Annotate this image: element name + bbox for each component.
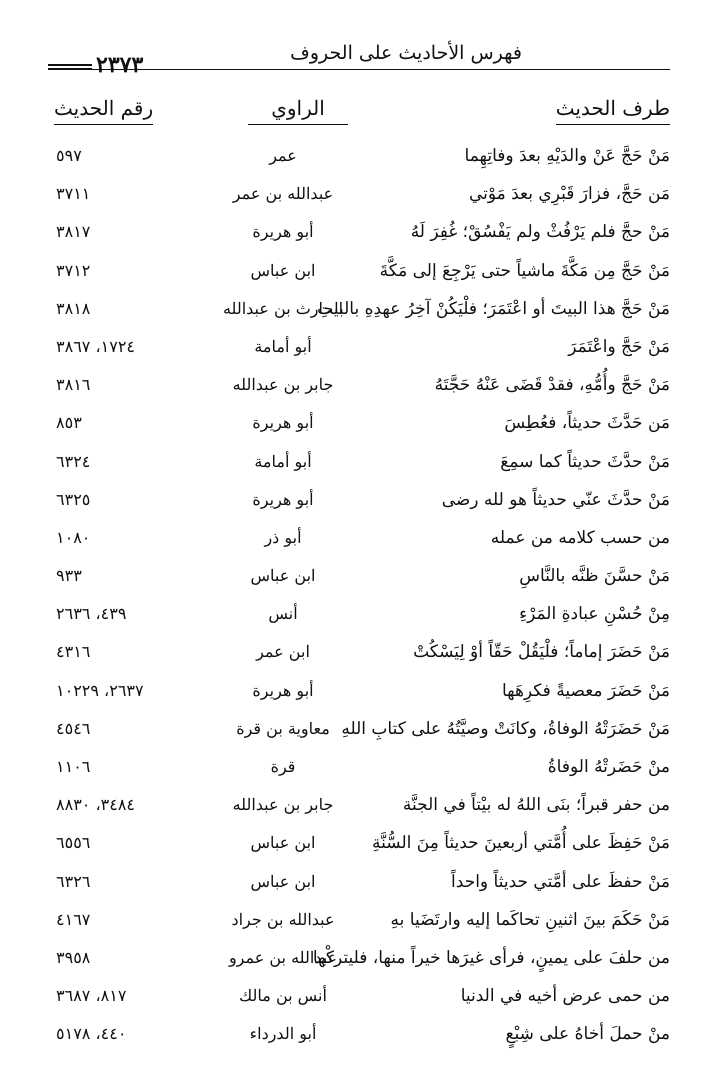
- narrator-name: ابن عباس: [250, 260, 316, 280]
- index-row: [48, 675, 670, 713]
- narrator-name: أنس: [268, 604, 298, 624]
- hadith-incipit: من حسب كلامه من عمله: [490, 527, 670, 548]
- narrator-name: أبو أمامة: [254, 336, 312, 356]
- hadith-incipit: مَنْ حسَّنَ ظنَّه بالنَّاسِ: [519, 566, 670, 587]
- hadith-number: ٦٥٥٦: [56, 833, 91, 853]
- narrator-name: أبو أمامة: [254, 451, 312, 471]
- hadith-number: ٥٩٧: [56, 146, 82, 165]
- hadith-incipit: مَنْ حَجَّ واعْتَمَرَ: [568, 336, 670, 357]
- narrator-name: أبو هريرة: [252, 489, 314, 509]
- hadith-number: ٤١٦٧: [56, 909, 91, 929]
- hadith-number: ٣٨١٦: [56, 375, 91, 395]
- index-row: [48, 331, 670, 369]
- narrator-name: أبو هريرة: [252, 222, 314, 242]
- index-row: [48, 904, 670, 942]
- hadith-incipit: مَنْ حَجَّ مِن مَكَّةَ ماشياً حتى يَرْجِعَ إلى مَكَّةَ: [379, 260, 670, 281]
- index-row: [48, 789, 670, 827]
- index-row: [48, 751, 670, 789]
- narrator-name: أبو الدرداء: [249, 1024, 317, 1044]
- index-row: [48, 942, 670, 980]
- hadith-number: ٦٣٢٦: [56, 871, 91, 891]
- hadith-incipit: منْ حَضَرتْهُ الوفاةُ: [547, 757, 670, 777]
- hadith-number: ١١٠٦: [56, 757, 91, 776]
- column-header-hadith: طرف الحديث: [556, 96, 670, 125]
- hadith-number: ٦٣٢٥: [56, 489, 91, 509]
- index-row: [48, 369, 670, 407]
- index-row: [48, 216, 670, 254]
- narrator-name: عبدالله بن جراد: [231, 909, 335, 929]
- narrator-name: أبو هريرة: [252, 413, 314, 433]
- index-row: [48, 827, 670, 865]
- running-header: [48, 38, 670, 78]
- index-row: [48, 293, 670, 331]
- index-row: [48, 255, 670, 293]
- hadith-incipit: مَنْ حدَّثَ حديثاً كما سمِعَ: [500, 451, 670, 472]
- index-row: [48, 446, 670, 484]
- narrator-name: الحارث بن عبدالله: [222, 298, 344, 318]
- hadith-number: ٨٥٣: [56, 413, 82, 433]
- narrator-name: أبو هريرة: [252, 680, 314, 700]
- hadith-incipit: مَنْ حَضَرَ إماماً؛ فلْيَقُلْ حَقّاً أوْ لِيَسْكُتْ: [413, 642, 670, 663]
- narrator-name: عمر: [269, 146, 297, 165]
- hadith-incipit: مِنْ حُسْنِ عبادةِ المَرْءِ: [519, 604, 670, 625]
- hadith-incipit: مَنْ حدَّثَ عنّي حديثاً هو لله رضى: [441, 489, 670, 510]
- index-row: [48, 140, 670, 178]
- column-headers: [48, 96, 670, 130]
- hadith-number: ٣٧١١: [56, 184, 91, 204]
- index-row: [48, 1018, 670, 1056]
- narrator-name: ابن عباس: [250, 833, 316, 853]
- hadith-incipit: من حلفَ على يمينٍ، فرأى غيرَها خيراً منها، فليتركْها: [312, 947, 670, 968]
- hadith-number: ٣٧١٢: [56, 260, 91, 280]
- narrator-name: قرة: [270, 757, 296, 776]
- hadith-number: ٣٤٨٤، ٨٨٣٠: [56, 795, 135, 815]
- hadith-number: ٩٣٣: [56, 566, 82, 586]
- hadith-number: ٤٤٠، ٥١٧٨: [56, 1024, 127, 1044]
- hadith-number: ١٠٨٠: [56, 527, 91, 547]
- hadith-incipit: من حفر قبراً؛ بنَى اللهُ له بيْتاً في الجنَّة: [402, 795, 670, 816]
- page-number-underline: [48, 64, 92, 66]
- hadith-number: ٨١٧، ٣٦٨٧: [56, 986, 127, 1006]
- column-header-number: رقم الحديث: [54, 96, 153, 125]
- hadith-incipit: من حمى عرض أخيه في الدنيا: [460, 986, 670, 1007]
- hadith-incipit: مَنْ حَجَّ عَنْ والدَيْهِ بعدَ وفاتِهِما: [464, 146, 670, 166]
- hadith-incipit: مَن حَدَّثَ حديثاً، فعُطِسَ: [504, 413, 670, 434]
- hadith-number: ٣٩٥٨: [56, 947, 91, 967]
- hadith-incipit: مَنْ حَضَرَ معصيةً فكرِهَها: [501, 680, 670, 701]
- hadith-number: ٤٣١٦: [56, 642, 91, 662]
- narrator-name: ابن عباس: [250, 871, 316, 891]
- narrator-name: أبو ذر: [264, 527, 302, 547]
- index-row: [48, 636, 670, 674]
- hadith-incipit: مَنْ حَفِظَ على أُمَّتي أربعينَ حديثاً مِنَ السُّنَّةِ: [372, 833, 670, 854]
- hadith-number: ٦٣٢٤: [56, 451, 91, 471]
- column-header-narrator: الراوي: [248, 96, 348, 125]
- index-row: [48, 598, 670, 636]
- index-row: [48, 980, 670, 1018]
- hadith-incipit: مَنْ حَجَّ هذا البيتَ أو اعْتَمَرَ؛ فلْيَكُنْ آخِرُ عهدِهِ بالبيتِ: [317, 298, 670, 319]
- hadith-incipit: منْ حملَ أخاهُ على شِبْعٍ: [505, 1024, 670, 1045]
- hadith-incipit: مَنْ حَكَمَ بينَ اثنينِ تحاكَما إليه وارتَضَيا بهِ: [390, 909, 670, 930]
- narrator-name: جابر بن عبدالله: [232, 795, 334, 815]
- narrator-name: معاوية بن قرة: [236, 718, 330, 738]
- index-row: [48, 178, 670, 216]
- hadith-incipit: مَن حَجَّ، فزارَ قَبْرِي بعدَ مَوْتي: [468, 184, 670, 205]
- page-number: ٢٣٧٣: [96, 52, 144, 78]
- hadith-incipit: مَنْ حَضَرَتْهُ الوفاةُ، وكانَتْ وصيَّتُهُ على كتابِ اللهِ: [341, 718, 670, 739]
- narrator-name: عبدالله بن عمرو: [228, 947, 338, 967]
- hadith-incipit: مَنْ حفظَ على أمَّتي حديثاً واحداً: [451, 871, 670, 892]
- hadith-number: ٣٨١٧: [56, 222, 91, 242]
- narrator-name: ابن عباس: [250, 566, 316, 586]
- hadith-number: ١٧٢٤، ٣٨٦٧: [56, 336, 135, 356]
- narrator-name: أنس بن مالك: [239, 986, 327, 1006]
- hadith-incipit: مَنْ حَجَّ وأُمُّهِ، فقدْ قَضَى عَنْهُ حَجَّتَهُ: [434, 375, 670, 396]
- page-title: فهرس الأحاديث على الحروف: [290, 42, 522, 64]
- hadith-number: ٤٣٩، ٢٦٣٦: [56, 604, 127, 624]
- narrator-name: جابر بن عبدالله: [232, 375, 334, 395]
- narrator-name: ابن عمر: [256, 642, 310, 662]
- hadith-number: ٤٥٤٦: [56, 718, 91, 738]
- index-row: [48, 866, 670, 904]
- narrator-name: عبدالله بن عمر: [232, 184, 334, 204]
- index-row: [48, 713, 670, 751]
- index-row: [48, 522, 670, 560]
- index-row: [48, 407, 670, 445]
- header-divider: [48, 69, 670, 70]
- hadith-incipit: مَنْ حجَّ فلم يَرْفُثْ ولم يَفْسُقْ؛ غُفِرَ لَهُ: [410, 222, 670, 243]
- hadith-index-list: [48, 140, 670, 1057]
- hadith-number: ٣٨١٨: [56, 298, 91, 318]
- hadith-number: ٢٦٣٧، ١٠٢٢٩: [56, 680, 144, 700]
- index-row: [48, 484, 670, 522]
- index-row: [48, 560, 670, 598]
